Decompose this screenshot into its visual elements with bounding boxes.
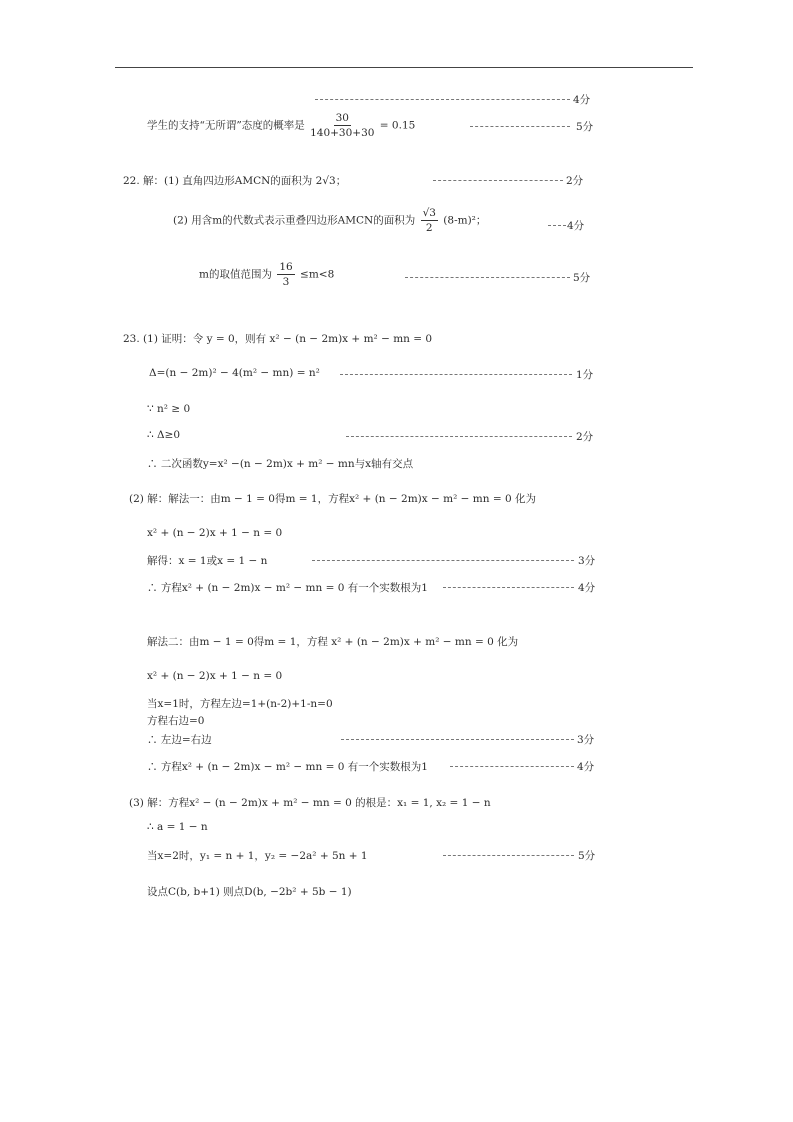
score-mark: 1分 [576, 369, 594, 381]
fraction-denominator: 2 [425, 222, 433, 234]
q23-p2-m2-line6: ∴ 方程x² + (n − 2m)x − m² − mn = 0 有一个实数根为1 [147, 761, 428, 773]
score-mark: 5分 [576, 121, 594, 133]
score-mark: 2分 [566, 175, 584, 187]
fraction-numerator: √3 [422, 207, 436, 219]
header-rule [115, 67, 693, 68]
probability-result: = 0.15 [379, 119, 416, 132]
score-mark: 4分 [567, 220, 585, 232]
q22-part2 [173, 206, 486, 235]
q23-p3-line1: (3) 解：方程x² − (n − 2m)x + m² − mn = 0 的根是：x₁ = 1, x₂ = 1 − n [129, 797, 491, 809]
q22-part1: 22. 解：(1) 直角四边形AMCN的面积为 2√3； [123, 175, 347, 187]
score-mark: 3分 [578, 555, 596, 567]
q23-line2: Δ=(n − 2m)² − 4(m² − mn) = n² [149, 367, 320, 379]
q22-part3-prefix: m的取值范围为 [199, 268, 272, 281]
q23-p2-line2: x² + (n − 2)x + 1 − n = 0 [147, 527, 283, 539]
leader-dots [346, 436, 572, 437]
q23-p2-m2-line2: x² + (n − 2)x + 1 − n = 0 [147, 670, 283, 682]
score-mark: 4分 [578, 582, 596, 594]
probability-line [147, 111, 415, 140]
leader-dots [548, 225, 566, 226]
q23-p2-m2-line4: 方程右边=0 [147, 715, 205, 727]
fraction-numerator: 30 [335, 112, 349, 124]
leader-dots [405, 277, 570, 278]
probability-fraction [310, 111, 374, 140]
leader-dots [340, 374, 572, 375]
q23-p2-line3: 解得：x = 1或x = 1 − n [147, 555, 268, 567]
score-mark: 5分 [573, 272, 591, 284]
leader-dots [341, 739, 574, 740]
leader-dots [450, 766, 574, 767]
fraction-numerator: 16 [279, 261, 293, 273]
q23-line4: ∴ Δ≥0 [147, 429, 181, 441]
fraction-denominator: 140+30+30 [310, 127, 375, 139]
q22-part3-fraction [277, 260, 294, 289]
fraction-denominator: 3 [282, 276, 290, 288]
probability-text: 学生的支持“无所谓”态度的概率是 [147, 119, 305, 132]
score-mark: 3分 [577, 734, 595, 746]
q23-p2-m2-line3: 当x=1时，方程左边=1+(n-2)+1-n=0 [147, 698, 333, 710]
q22-part3 [199, 260, 334, 289]
leader-dots [315, 99, 570, 100]
leader-dots [433, 180, 563, 181]
q23-p3-line3: 当x=2时，y₁ = n + 1，y₂ = −2a² + 5n + 1 [147, 850, 368, 862]
leader-dots [443, 587, 574, 588]
q23-p2-m2-line5: ∴ 左边=右边 [147, 734, 212, 746]
leader-dots [312, 560, 574, 561]
score-mark: 4分 [573, 94, 591, 106]
q23-p2-m2-line1: 解法二：由m − 1 = 0得m = 1，方程 x² + (n − 2m)x + m² − mn = 0 化为 [147, 636, 519, 648]
score-mark: 4分 [577, 761, 595, 773]
leader-dots [443, 855, 574, 856]
q23-p3-line4: 设点C(b, b+1) 则点D(b, −2b² + 5b − 1) [147, 886, 352, 898]
q23-p2-line4: ∴ 方程x² + (n − 2m)x − m² − mn = 0 有一个实数根为1 [147, 582, 428, 594]
q23-p3-line2: ∴ a = 1 − n [147, 821, 208, 833]
q23-line3: ∵ n² ≥ 0 [147, 403, 191, 415]
q22-part3-tail: ≤m<8 [300, 268, 335, 281]
q23-line5: ∴ 二次函数y=x² −(n − 2m)x + m² − mn与x轴有交点 [147, 458, 414, 470]
score-mark: 5分 [578, 850, 596, 862]
q22-part2-tail: (8-m)²； [443, 214, 487, 227]
q23-line1: 23. (1) 证明：令 y = 0，则有 x² − (n − 2m)x + m² − mn = 0 [123, 333, 433, 345]
q23-p2-line1: (2) 解：解法一：由m − 1 = 0得m = 1，方程x² + (n − 2m)x − m² − mn = 0 化为 [129, 493, 536, 505]
q22-part2-text: (2) 用含m的代数式表示重叠四边形AMCN的面积为 [173, 214, 416, 227]
score-mark: 2分 [576, 431, 594, 443]
q22-part2-fraction [421, 206, 438, 235]
leader-dots [470, 126, 570, 127]
